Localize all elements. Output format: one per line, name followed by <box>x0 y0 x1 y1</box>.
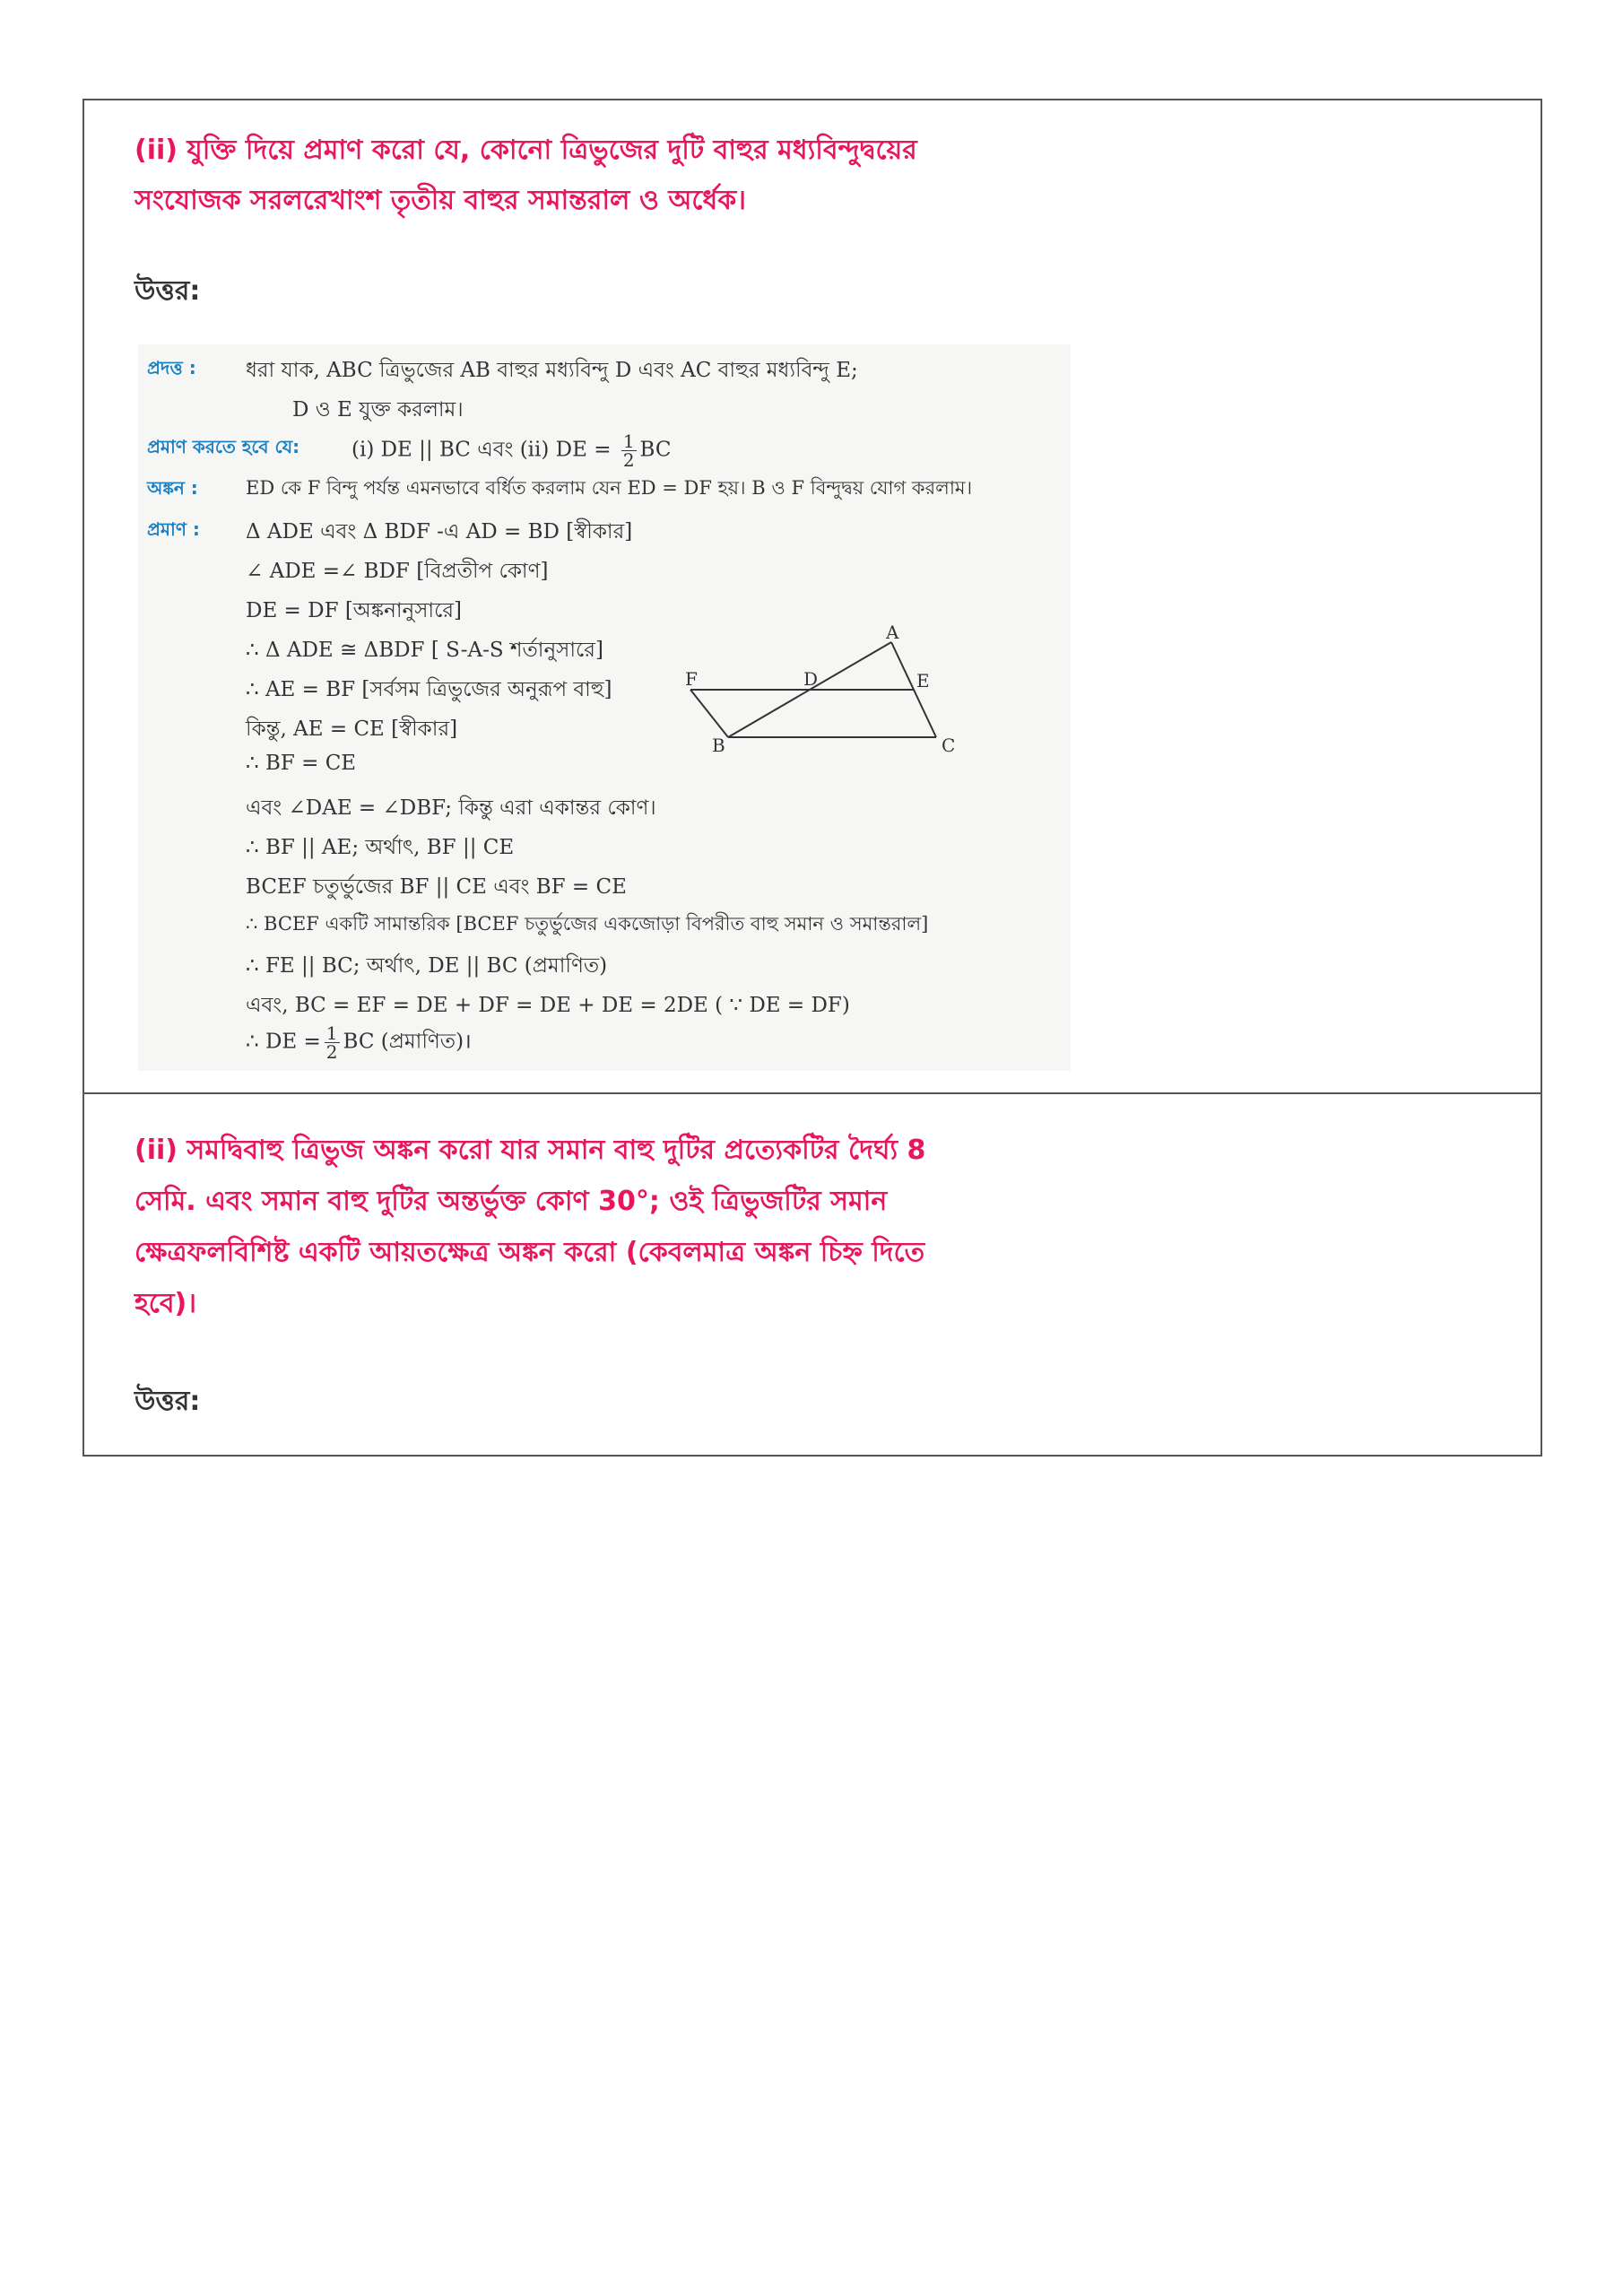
given-line: D ও E যুক্ত করলাম। <box>292 398 464 422</box>
proof-step: ∴ BCEF একটি সামান্তরিক [BCEF চতুর্ভুজের একজোড়া বিপরীত বাহু সমান ও সমান্তরাল] <box>246 913 929 935</box>
question-line: সংযোজক সরলরেখাংশ তৃতীয় বাহুর সমান্তরাল ও অর্ধেক। <box>135 185 746 216</box>
given-line: ধরা যাক, ABC ত্রিভুজের AB বাহুর মধ্যবিন্দু D এবং AC বাহুর মধ্যবিন্দু E; <box>246 359 858 382</box>
question-line: হবে)। <box>135 1288 196 1319</box>
answer-label: উত্তর: <box>135 1386 201 1417</box>
answer-label: উত্তর: <box>135 275 201 307</box>
given-label: প্রদত্ত : <box>147 357 196 378</box>
point-label-B: B <box>712 735 725 756</box>
segment-FB <box>690 690 728 737</box>
proof-step: ∴ FE || BC; অর্থাৎ, DE || BC (প্রমাণিত) <box>246 954 608 978</box>
proof-step: Δ ADE এবং Δ BDF -এ AD = BD [স্বীকার] <box>246 520 633 544</box>
question-line: (ii) সমদ্বিবাহু ত্রিভুজ অঙ্কন করো যার সমান বাহু দুটির প্রত্যেকটির দৈর্ঘ্য 8 <box>135 1135 926 1166</box>
proof-step: এবং, BC = EF = DE + DF = DE + DE = 2DE ( ∵ DE = DF) <box>246 994 850 1017</box>
question-text <box>135 1125 1121 1329</box>
question-box-1 <box>82 99 1542 1094</box>
proof-step: কিন্তু, AE = CE [স্বীকার] <box>246 718 458 741</box>
proof-image <box>138 344 1071 1071</box>
proof-step: DE = DF [অঙ্কনানুসারে] <box>246 599 462 622</box>
proof-step: এবং ∠DAE = ∠DBF; কিন্তু এরা একান্তর কোণ। <box>246 796 656 820</box>
proof-step: BCEF চতুর্ভুজের BF || CE এবং BF = CE <box>246 875 627 899</box>
construction-label: অঙ্কন : <box>147 477 198 499</box>
fraction: $\frac{1}{2}$ <box>622 430 635 471</box>
point-label-C: C <box>942 735 956 756</box>
point-label-E: E <box>916 670 930 691</box>
final-text: BC (প্রমাণিত)। <box>343 1030 472 1054</box>
proof-step: ∴ Δ ADE ≅ ΔBDF [ S-A-S শর্তানুসারে] <box>246 639 603 662</box>
question-line: ক্ষেত্রফলবিশিষ্ট একটি আয়তক্ষেত্র অঙ্কন করো (কেবলমাত্র অঙ্কন চিহ্ন দিতে <box>135 1237 925 1268</box>
final-text: ∴ DE = <box>246 1030 321 1054</box>
to-prove-label: প্রমাণ করতে হবে যে: <box>147 436 300 457</box>
question-text <box>135 126 1426 226</box>
question-box-2 <box>82 1092 1542 1457</box>
proof-step: ∠ ADE =∠ BDF [বিপ্রতীপ কোণ] <box>246 560 549 583</box>
point-label-D: D <box>803 668 819 690</box>
to-prove-text: (i) DE || BC এবং (ii) DE = <box>352 438 618 462</box>
triangle-diagram <box>685 622 1026 782</box>
question-line: (ii) যুক্তি দিয়ে প্রমাণ করো যে, কোনো ত্রিভুজের দুটি বাহুর মধ্যবিন্দুদ্বয়ের <box>135 135 917 166</box>
question-line: সেমি. এবং সমান বাহু দুটির অন্তর্ভুক্ত কোণ 30°; ওই ত্রিভুজটির সমান <box>135 1186 888 1217</box>
to-prove-text: BC <box>639 438 672 462</box>
proof-step: ∴ BF = CE <box>246 752 357 775</box>
proof-step: ∴ AE = BF [সর্বসম ত্রিভুজের অনুরূপ বাহু] <box>246 678 612 701</box>
point-label-A: A <box>886 622 899 643</box>
proof-step-final <box>246 1024 472 1061</box>
proof-label: প্রমাণ : <box>147 518 200 540</box>
to-prove-line <box>352 432 671 469</box>
point-label-F: F <box>685 668 698 690</box>
fraction: $\frac{1}{2}$ <box>325 1022 338 1063</box>
proof-step: ∴ BF || AE; অর্থাৎ, BF || CE <box>246 836 515 859</box>
construction-line: ED কে F বিন্দু পর্যন্ত এমনভাবে বর্ধিত করলাম যেন ED = DF হয়। B ও F বিন্দুদ্বয় যোগ করলাম। <box>246 477 973 499</box>
